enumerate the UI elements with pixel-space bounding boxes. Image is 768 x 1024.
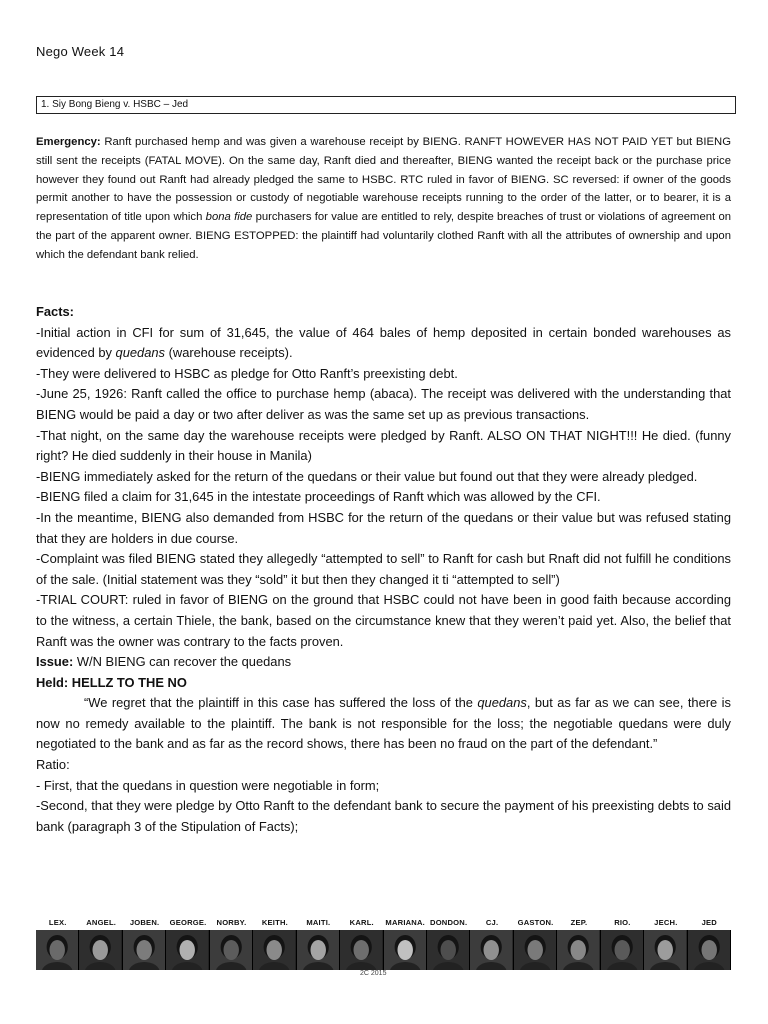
member-photo [36,930,79,970]
emergency-italic: bona fide [205,211,253,224]
issue-text: W/N BIENG can recover the quedans [73,654,292,670]
roster-name: ZEP. [570,918,588,927]
ratio-label: Ratio: [36,757,70,773]
member-photo [470,930,513,970]
roster-name: KARL. [349,918,374,927]
member-photo [601,930,644,970]
fact-3: -June 25, 1926: Ranft called the office to purchase hemp (abaca). The receipt was delivered with the understanding that BIENG would be paid a day or two after deliver as was the same set up as previous transactions. [36,386,731,422]
roster-name: CJ. [485,918,499,927]
member-photo [340,930,383,970]
footer-date: 2C 2015 [360,970,387,977]
roster-names [36,918,731,929]
roster-name: GEORGE. [169,918,207,927]
roster-name: JED [701,918,717,927]
roster-name: JECH. [654,918,678,927]
roster-name: LEX. [48,918,67,927]
emergency-text-1: Ranft purchased hemp and was given a warehouse receipt by BIENG. RANFT HOWEVER HAS NOT PAID YET but BIENG still sent the receipts (FATAL MOVE). On the same day, Ranft died and thereafter, BIENG wanted the receipt back or the purchase price however they found out Ranft had already pledged the same to HSBC. RTC ruled in favor of BIENG. SC reversed: if owner of the goods permit another to have the possession or custody of negotiable warehouse receipts running to the order of the latter, or to bearer, it is a representation of title upon which [36,136,731,224]
member-photo [253,930,296,970]
member-photo [644,930,687,970]
fact-4: -That night, on the same day the warehouse receipts were pledged by Ranft. ALSO ON THAT NIGHT!!! He died. (funny right? He died suddenly in their house in Manila) [36,427,731,464]
case-title-box [36,96,736,114]
emergency-label: Emergency: [36,136,101,148]
emergency-text-2: purchasers for value are entitled to rely, despite breaches of trust or violations of agreement on the part of the apparent owner. BIENG ESTOPPED: the plaintiff had voluntarily clothed Ranft with all the attributes of ownership and upon which the defendant bank relied. [36,211,732,261]
member-photo [79,930,122,970]
emergency-summary [36,133,731,265]
member-photo [123,930,166,970]
issue [36,652,731,673]
member-photo [427,930,470,970]
roster-name: GASTON. [517,918,554,927]
case-title: 1. Siy Bong Bieng v. HSBC – Jed [41,99,189,110]
roster-name: MARIANA. [385,918,425,927]
roster-photo-strip [36,930,731,970]
roster-name: MAITI. [306,918,331,927]
member-photo [210,930,253,970]
roster-name: ANGEL. [86,918,117,927]
member-photo [514,930,557,970]
held-label: Held: HELLZ TO THE NO [36,674,187,690]
member-photo [557,930,600,970]
roster-name: JOBEN. [129,918,160,927]
issue-label: Issue: [36,654,74,670]
ratio-2: -Second, that they were pledge by Otto Ranft to the defendant bank to secure the payment of his preexisting debts to said bank (paragraph 3 of the Stipulation of Facts); [36,798,731,834]
fact-7: -In the meantime, BIENG also demanded from HSBC for the return of the quedans or their value but was refused stating that they are holders in due course. [36,509,731,546]
member-photo [384,930,427,970]
roster-name: NORBY. [216,918,247,927]
member-photo [166,930,209,970]
fact-8: -Complaint was filed BIENG stated they allegedly “attempted to sell” to Ranft for cash but Rnaft did not fulfill he conditions of the sale. (Initial statement was they “sold” it but then they changed it ti “attempted to sell”) [36,551,731,587]
fact-9: -TRIAL COURT: ruled in favor of BIENG on the ground that HSBC could not have been in good faith because according to the witness, a certain Thiele, the bank, based on the circumstance knew that they weren’t paid yet. Also, the belief that Ranft was the owner was contrary to the facts proven. [36,592,731,649]
fact-5: -BIENG immediately asked for the return of the quedans or their value but found out that they were already pledged. [36,468,698,484]
roster-name: DONDON. [430,918,468,927]
case-body [36,302,731,837]
roster-name: RIO. [614,918,631,927]
held-quote: “We regret that the plaintiff in this case has suffered the loss of the quedans, but as far as we can see, there is now no remedy available to the plaintiff. The bank is not responsible for the loss; the negotiable quedans were duly negotiated to the bank and as far as the record shows, there has been no fraud on the part of the defendant.” [36,695,731,752]
ratio-1: - First, that the quedans in question were negotiable in form; [36,777,380,793]
facts-label: Facts: [36,304,74,319]
fact-1: -Initial action in CFI for sum of 31,645, the value of 464 bales of hemp deposited in certain bonded warehouses as evidenced by quedans (warehouse receipts). [36,324,731,361]
member-photo [688,930,731,970]
roster-name: KEITH. [261,918,288,927]
page-header-title: Nego Week 14 [36,44,125,59]
member-photo [297,930,340,970]
fact-6: -BIENG filed a claim for 31,645 in the intestate proceedings of Ranft which was allowed by the CFI. [36,489,601,505]
fact-2: -They were delivered to HSBC as pledge for Otto Ranft’s preexisting debt. [36,365,458,381]
